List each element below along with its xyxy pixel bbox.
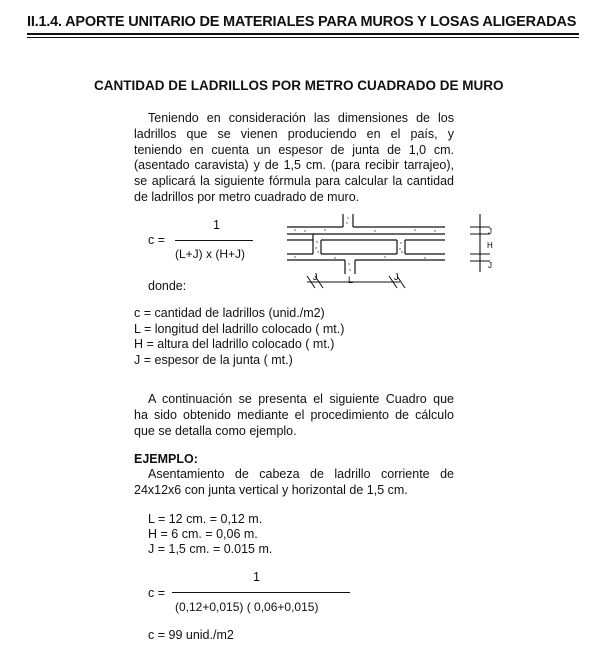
definition-item: H = altura del ladrillo colocado ( mt.) — [134, 337, 335, 351]
diagram-label-h: H — [487, 241, 493, 250]
example-formula-denominator: (0,12+0,015) ( 0,06+0,015) — [175, 600, 319, 614]
definition-item: L = longitud del ladrillo colocado ( mt.) — [134, 321, 345, 336]
intro-line: ladrillos que se vienen produciendo en el país, y — [134, 126, 454, 141]
vertical-dimension-diagram — [462, 212, 512, 277]
definition-item: J = espesor de la junta ( mt.) — [134, 352, 293, 367]
diagram-label-j-top: J — [488, 227, 492, 236]
heading-underline — [27, 33, 579, 35]
example-title: EJEMPLO: — [134, 452, 198, 466]
example-line: Asentamiento de cabeza de ladrillo corriente de — [148, 467, 454, 481]
example-line: 24x12x6 con junta vertical y horizontal de 1,5 cm. — [134, 483, 408, 497]
diagram-label-j-bottom: J — [488, 261, 492, 270]
diagram-label-l: L — [348, 275, 354, 285]
diagram-label-j: J — [313, 272, 318, 282]
brick-joint-diagram — [285, 212, 450, 297]
follow-line: ha sido obtenido mediante el procedimiento de cálculo — [134, 407, 454, 422]
intro-line: teniendo en cuenta un espesor de junta de 1,0 cm. — [134, 142, 454, 157]
definition-item: c = cantidad de ladrillos (unid./m2) — [134, 306, 325, 320]
example-formula-numerator: 1 — [253, 570, 260, 584]
example-dimensions — [148, 512, 272, 557]
example-description — [134, 466, 454, 498]
intro-line: de ladrillos por metro cuadrado de muro. — [134, 189, 360, 204]
intro-line: se aplicará la siguiente fórmula para calcular la cantidad — [134, 174, 454, 189]
section-heading: II.1.4. APORTE UNITARIO DE MATERIALES PARA MUROS Y LOSAS ALIGERADAS — [27, 14, 577, 30]
intro-paragraph — [134, 111, 454, 206]
subtitle: CANTIDAD DE LADRILLOS POR METRO CUADRADO DE MURO — [94, 78, 504, 93]
dimension-item: H = 6 cm. = 0,06 m. — [148, 527, 258, 541]
dimension-item: L = 12 cm. = 0,12 m. — [148, 512, 263, 526]
example-formula-fraction-bar — [172, 592, 350, 593]
formula-lhs: c = — [148, 233, 166, 247]
dimension-item: J = 1,5 cm. = 0.015 m. — [148, 542, 273, 556]
example-formula-lhs: c = — [148, 586, 166, 600]
intro-line: (asentado caravista) y de 1,5 cm. (para recibir tarrajeo), — [134, 158, 454, 173]
definitions-list — [134, 306, 344, 368]
formula-denominator: (L+J) x (H+J) — [175, 247, 246, 261]
formula-fraction-bar — [175, 240, 253, 241]
follow-line: A continuación se presenta el siguiente Cuadro que — [148, 392, 454, 406]
formula-numerator: 1 — [213, 218, 220, 232]
heading-underline-thin — [27, 37, 579, 38]
intro-line: Teniendo en consideración las dimensiones de los — [148, 111, 454, 125]
follow-paragraph — [134, 392, 454, 439]
follow-line: que se detalla como ejemplo. — [134, 423, 297, 438]
example-result: c = 99 unid./m2 — [148, 628, 234, 642]
donde-label: donde: — [148, 279, 187, 293]
diagram-label-j2: J — [394, 272, 399, 282]
